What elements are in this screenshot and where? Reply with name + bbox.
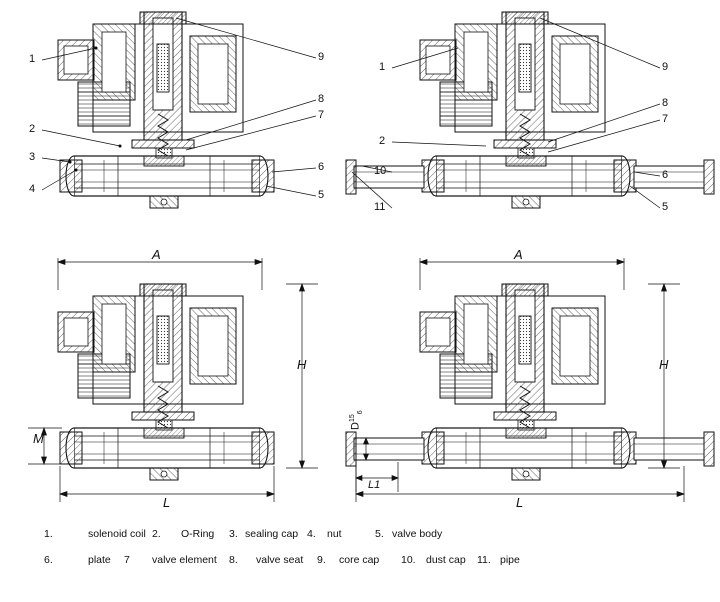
dim-right-D-sup: 15 <box>349 414 356 423</box>
legend-num-11: 11. <box>477 554 491 566</box>
callout-tr-9: 9 <box>662 61 669 73</box>
legend-text-1: solenoid coil <box>88 528 146 540</box>
legend <box>0 528 720 580</box>
legend-text-5: valve body <box>392 528 443 540</box>
dim-right-D-group <box>349 410 364 430</box>
callout-tl-8: 8 <box>318 93 325 105</box>
callout-tr-2: 2 <box>379 135 386 147</box>
callout-tl-9: 9 <box>318 51 325 63</box>
legend-num-4: 4. <box>307 528 316 540</box>
dim-left-L: L <box>163 495 171 510</box>
legend-num-10: 10. <box>401 554 416 566</box>
legend-text-11: pipe <box>500 554 520 566</box>
callout-tl-5: 5 <box>318 189 325 201</box>
legend-num-7: 7 <box>124 554 130 566</box>
legend-text-3: sealing cap <box>245 528 299 540</box>
legend-row-1 <box>0 528 720 554</box>
callout-tl-4: 4 <box>29 183 36 195</box>
legend-num-5: 5. <box>375 528 384 540</box>
view-top-right <box>346 12 714 208</box>
dim-right-L1: L1 <box>368 479 381 491</box>
legend-num-6: 6. <box>44 554 53 566</box>
dim-left-M: M <box>33 431 44 446</box>
legend-text-8: valve seat <box>256 554 304 566</box>
legend-num-1: 1. <box>44 528 53 540</box>
dim-left-A: A <box>152 247 161 262</box>
callout-tl-2: 2 <box>29 123 36 135</box>
view-bottom-left <box>58 284 274 480</box>
legend-num-9: 9. <box>317 554 326 566</box>
callout-tr-5: 5 <box>662 201 669 213</box>
legend-num-2: 2. <box>152 528 161 540</box>
view-bottom-right <box>346 284 714 480</box>
legend-text-6: plate <box>88 554 111 566</box>
callout-tr-10: 10 <box>374 165 387 177</box>
dim-right-D-sub: 6 <box>356 410 364 415</box>
callout-tr-1: 1 <box>379 61 386 73</box>
legend-text-10: dust cap <box>426 554 466 566</box>
dim-right-D: D <box>349 422 362 430</box>
legend-text-2: O-Ring <box>181 528 215 540</box>
callout-tr-6: 6 <box>662 169 669 181</box>
view-top-left <box>58 12 274 208</box>
callout-tl-1: 1 <box>29 53 36 65</box>
dim-right-L: L <box>516 495 524 510</box>
legend-row-2 <box>0 554 720 580</box>
dim-right-A: A <box>514 247 523 262</box>
callout-tr-11: 11 <box>374 201 386 213</box>
legend-text-9: core cap <box>339 554 380 566</box>
dim-right-H: H <box>659 357 669 372</box>
callout-tr-7: 7 <box>662 113 669 125</box>
legend-text-4: nut <box>327 528 342 540</box>
callout-tl-3: 3 <box>29 151 36 163</box>
legend-num-8: 8. <box>229 554 238 566</box>
callout-tl-6: 6 <box>318 161 325 173</box>
callout-tl-7: 7 <box>318 109 325 121</box>
legend-text-7: valve element <box>152 554 217 566</box>
legend-num-3: 3. <box>229 528 238 540</box>
callout-tr-8: 8 <box>662 97 669 109</box>
dim-left-H: H <box>297 357 307 372</box>
